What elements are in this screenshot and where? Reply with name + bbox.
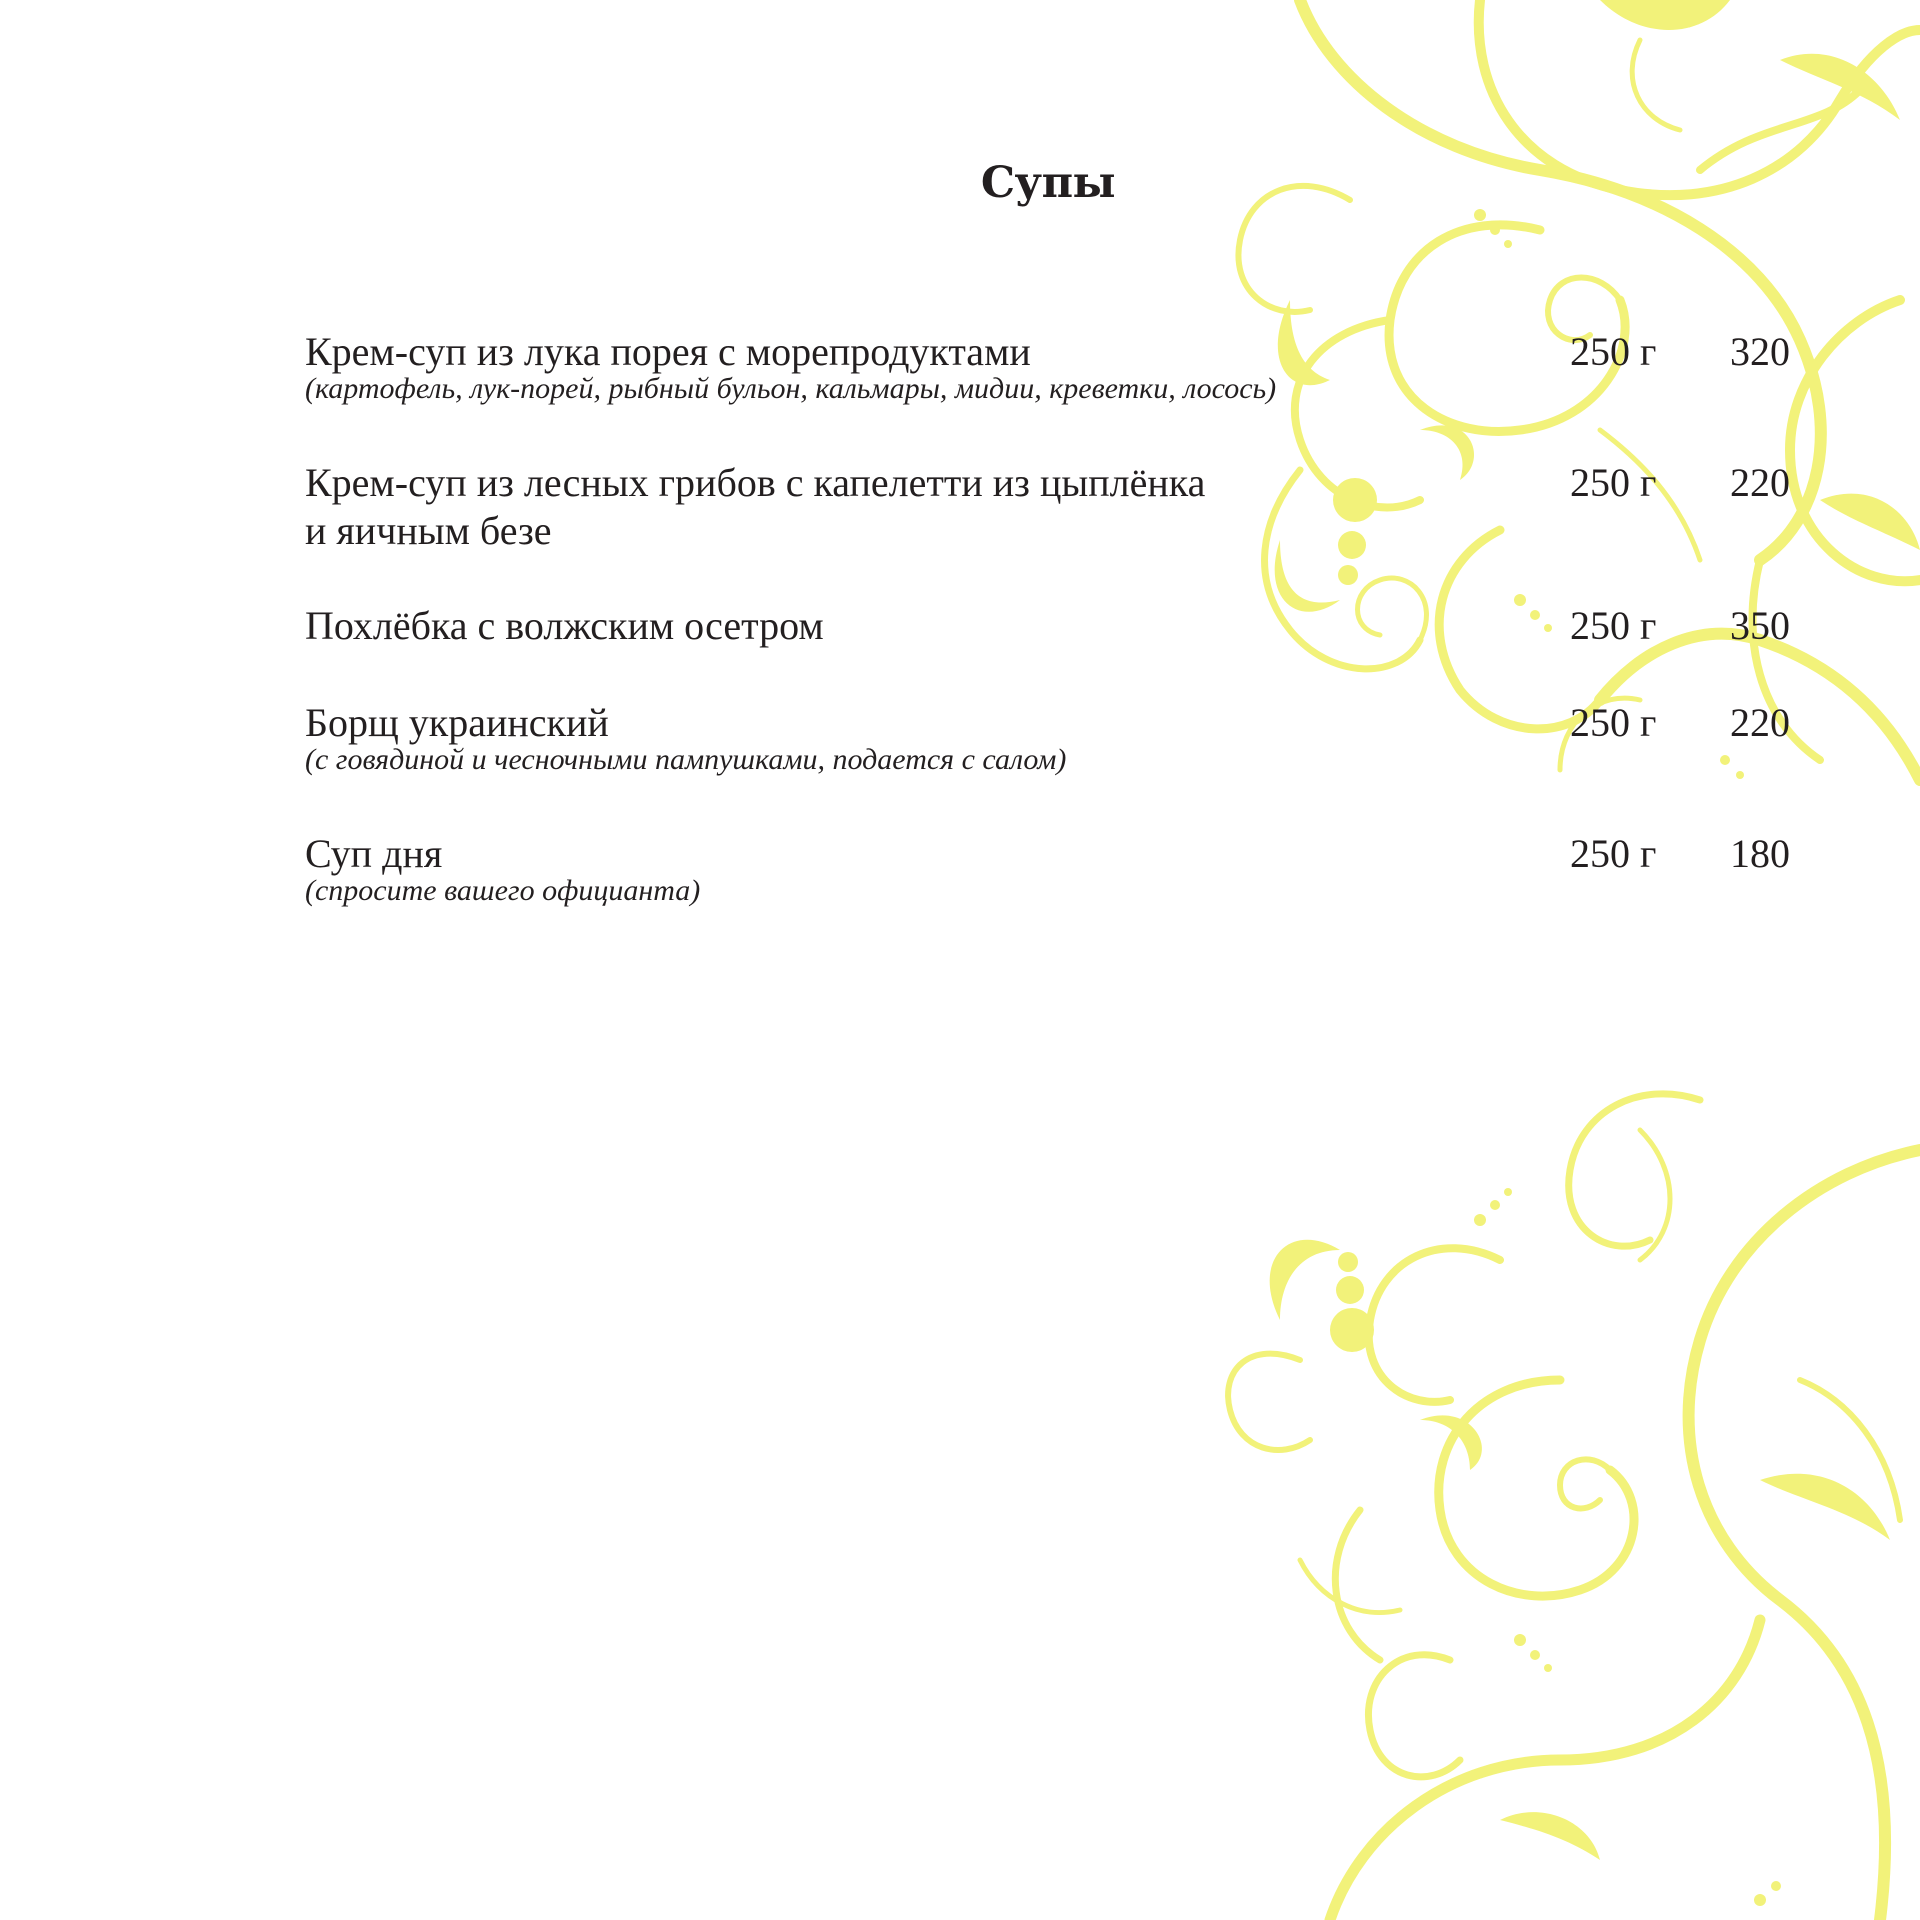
item-weight: 250 г [1570,831,1657,876]
menu-item [305,459,1790,555]
item-description: (картофель, лук-порей, рыбный бульон, кальмары, мидии, креветки, лосось) [305,372,1277,405]
item-price: 350 [1730,603,1790,648]
item-name: Борщ украинский [305,700,609,745]
item-weight: 250 г [1570,460,1657,505]
item-price: 320 [1730,329,1790,374]
item-description: (спросите вашего официанта) [305,874,701,907]
item-name: Крем-суп из лука порея с морепродуктами [305,329,1031,374]
menu-item [305,830,1790,908]
item-name-line2: и яичным безе [305,508,552,553]
item-weight: 250 г [1570,700,1657,745]
item-weight: 250 г [1570,329,1657,374]
menu-item [305,328,1790,406]
item-price: 220 [1730,460,1790,505]
page-title: Супы [980,158,1116,208]
item-name: Крем-суп из лесных грибов с капелетти из цыплёнка [305,460,1206,505]
item-name: Суп дня [305,831,443,876]
item-weight: 250 г [1570,603,1657,648]
menu-item [305,602,1790,650]
item-name: Похлёбка с волжским осетром [305,603,824,648]
item-price: 220 [1730,700,1790,745]
item-description: (с говядиной и чесночными пампушками, подается с салом) [305,743,1067,776]
item-price: 180 [1730,831,1790,876]
menu-item [305,699,1790,777]
